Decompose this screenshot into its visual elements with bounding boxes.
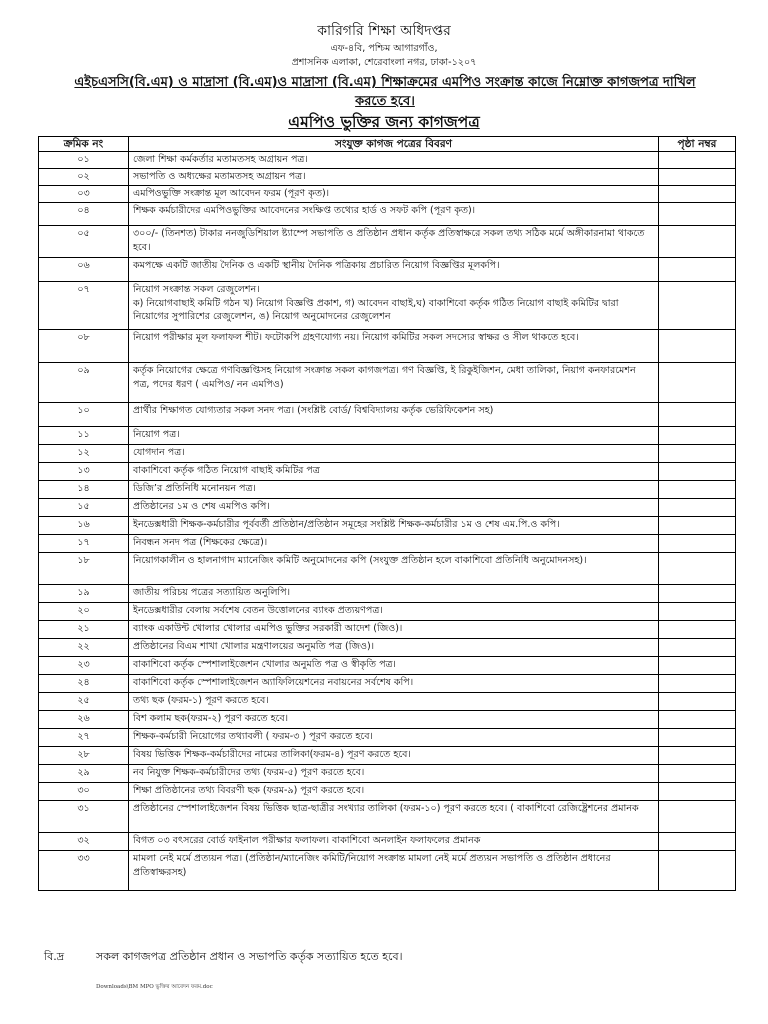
row-page-number[interactable] <box>659 363 736 403</box>
row-page-number[interactable] <box>659 535 736 553</box>
row-description: কর্তৃক নিয়োগের ক্ষেত্রে গণবিজ্ঞপ্তিসহ নিয়োগ সংক্রান্ত সকল কাগজপত্র। গণ বিজ্ঞপ্তি, ই রিকুইজিশন, মেধা তালিকা, নিয়াগ কনফারমেশন পত্র, পদের ধরণ ( এমপিও/ নন এমপিও) <box>129 363 659 403</box>
row-page-number[interactable] <box>659 481 736 499</box>
row-description: প্রার্থীর শিক্ষাগত যোগ্যতার সকল সনদ পত্র। (সংশ্লিষ্ট বোর্ড/ বিশ্ববিদ্যালয় কর্তৃক ভেরিফিকেশন সহ) <box>129 403 659 427</box>
table-row <box>39 621 736 639</box>
file-path: Downloads\BM MPO ভুক্তির আবেদন ফরম.doc <box>96 984 213 990</box>
office-name: কারিগরি শিক্ষা অধিদপ্তর <box>317 23 451 39</box>
address-line-2: প্রশাসনিক এলাকা, শেরেবাংলা নগর, ঢাকা-১২০৭ <box>291 57 477 68</box>
row-page-number[interactable] <box>659 657 736 675</box>
row-description: নিয়োগ পত্র। <box>129 427 659 445</box>
row-serial: ০৩ <box>39 186 129 203</box>
row-page-number[interactable] <box>659 203 736 226</box>
table-row <box>39 783 736 801</box>
row-page-number[interactable] <box>659 693 736 711</box>
row-serial: ২২ <box>39 639 129 657</box>
row-description: নিয়োগকালীন ও হালনাগাদ ম্যানেজিং কমিটি অনুমোদনের কপি (সংযুক্ত প্রতিষ্ঠান হলে বাকাশিবো প্রতিনিধি অনুমোদনসহ)। <box>129 553 659 585</box>
row-page-number[interactable] <box>659 639 736 657</box>
row-serial: ১০ <box>39 403 129 427</box>
row-serial: ০৪ <box>39 203 129 226</box>
table-row <box>39 729 736 747</box>
row-description: বাকাশিবো কর্তৃক গঠিত নিয়োগ বাছাই কমিটির পত্র <box>129 463 659 481</box>
row-serial: ৩১ <box>39 801 129 833</box>
row-description: বিষয় ভিত্তিক শিক্ষক-কর্মচারীদের নামের তালিকা(ফরম-৪) পূরণ করতে হবে। <box>129 747 659 765</box>
table-row <box>39 403 736 427</box>
row-description: নিয়োগ পরীক্ষার মূল ফলাফল শীট। ফটোকপি গ্রহণযোগ্য নয়। নিয়োগ কমিটির সকল সদস্যের স্বাক্ষর ও সীল থাকতে হবে। <box>129 330 659 363</box>
row-page-number[interactable] <box>659 801 736 833</box>
table-row <box>39 330 736 363</box>
table-row <box>39 282 736 330</box>
row-page-number[interactable] <box>659 330 736 363</box>
row-serial: ১১ <box>39 427 129 445</box>
row-serial: ২৯ <box>39 765 129 783</box>
address-line-1: এফ-৪বি, পশ্চিম আগারগাঁও, <box>330 43 438 54</box>
row-serial: ২৬ <box>39 711 129 729</box>
row-description: প্রতিষ্ঠানের স্পেশালাইজেশন বিষয় ভিত্তিক ছাত্র-ছাত্রীর সংখ্যার তালিকা (ফরম-১০) পূরণ করতে হবে। ( বাকাশিবো রেজিষ্ট্রেশনের প্রমানক <box>129 801 659 833</box>
row-serial: ১৭ <box>39 535 129 553</box>
row-description: প্রতিষ্ঠানের বিএম শাখা খোলার মন্ত্রণালয়ের অনুমতি পত্র (জিও)। <box>129 639 659 657</box>
row-page-number[interactable] <box>659 499 736 517</box>
row-serial: ১৯ <box>39 585 129 603</box>
row-description: বিশ কলাম ছক(ফরম-২) পূরণ করতে হবে। <box>129 711 659 729</box>
row-description: সভাপতি ও অধ্যক্ষের মতামতসহ অগ্রায়ন পত্র। <box>129 169 659 186</box>
row-page-number[interactable] <box>659 851 736 891</box>
table-row <box>39 203 736 226</box>
row-serial: ২০ <box>39 603 129 621</box>
table-row <box>39 169 736 186</box>
table-row <box>39 693 736 711</box>
table-row <box>39 427 736 445</box>
table-header-row <box>39 137 736 152</box>
row-serial: ৩৩ <box>39 851 129 891</box>
row-description: এমপিওভুক্তি সংক্রান্ত মূল আবেদন ফরম (পূরণ কৃত)। <box>129 186 659 203</box>
table-row <box>39 152 736 169</box>
table-row <box>39 463 736 481</box>
header-description: সংযুক্ত কাগজ পত্রের বিবরণ <box>129 137 659 152</box>
row-serial: ০৫ <box>39 226 129 258</box>
documents-table <box>38 136 736 891</box>
table-row <box>39 186 736 203</box>
row-page-number[interactable] <box>659 186 736 203</box>
row-page-number[interactable] <box>659 603 736 621</box>
row-serial: ১৫ <box>39 499 129 517</box>
table-body <box>39 152 736 891</box>
row-description: প্রতিষ্ঠানের ১ম ও শেষ এমপিও কপি। <box>129 499 659 517</box>
row-serial: ২১ <box>39 621 129 639</box>
header-page-number: পৃষ্ঠা নম্বর <box>659 137 736 152</box>
row-page-number[interactable] <box>659 711 736 729</box>
row-description: ব্যাংক একাউন্ট খোলার খোলার এমপিও ভুক্তির সরকারী আদেশ (জিও)। <box>129 621 659 639</box>
footnote-text: সকল কাগজপত্র প্রতিষ্ঠান প্রধান ও সভাপতি কর্তৃক সত্যায়িত হতে হবে। <box>96 950 403 963</box>
row-serial: ৩০ <box>39 783 129 801</box>
table-row <box>39 711 736 729</box>
table-row <box>39 481 736 499</box>
document-subtitle: এমপিও ভুক্তির জন্য কাগজপত্র <box>288 113 480 131</box>
row-serial: ১৬ <box>39 517 129 535</box>
row-serial: ০৯ <box>39 363 129 403</box>
table-row <box>39 499 736 517</box>
row-serial: ১৩ <box>39 463 129 481</box>
row-description: জেলা শিক্ষা কর্মকর্তার মতামতসহ অগ্রায়ন পত্র। <box>129 152 659 169</box>
table-row <box>39 765 736 783</box>
table-row <box>39 801 736 833</box>
document-heading: এইচএসসি(বি.এম) ও মাদ্রাসা (বি.এম)ও মাদ্রাসা (বি.এম) শিক্ষাক্রমের এমপিও সংক্রান্ত কাজে নিম্নোক্ত কাগজপত্র দাখিল করতে হবে। <box>74 75 696 109</box>
row-page-number[interactable] <box>659 747 736 765</box>
table-row <box>39 833 736 851</box>
row-description: তথ্য ছক (ফরম-১) পূরণ করতে হবে। <box>129 693 659 711</box>
row-page-number[interactable] <box>659 675 736 693</box>
row-page-number[interactable] <box>659 729 736 747</box>
row-page-number[interactable] <box>659 427 736 445</box>
table-row <box>39 657 736 675</box>
row-description: ইনডেক্সধারীর বেলায় সর্বশেষ বেতন উত্তোলনের ব্যাংক প্রত্যয়ণপত্র। <box>129 603 659 621</box>
row-page-number[interactable] <box>659 226 736 258</box>
row-page-number[interactable] <box>659 403 736 427</box>
row-description: শিক্ষক কর্মচারীদের এমপিওভুক্তির আবেদনের সংক্ষিপ্ত তথ্যের হার্ড ও সফট কপি (পূরণ কৃত)। <box>129 203 659 226</box>
row-serial: ২৩ <box>39 657 129 675</box>
table-row <box>39 851 736 891</box>
table-row <box>39 553 736 585</box>
table-row <box>39 363 736 403</box>
row-serial: ০৮ <box>39 330 129 363</box>
row-page-number[interactable] <box>659 765 736 783</box>
row-description: যোগদান পত্র। <box>129 445 659 463</box>
table-row <box>39 258 736 282</box>
row-description: মামলা নেই মর্মে প্রত্যয়ন পত্র। (প্রতিষ্ঠান/ম্যানেজিং কমিটি/নিয়োগ সংক্রান্ত মামলা নেই মর্মে প্রত্যয়ন সভাপতি ও প্রতিষ্ঠান প্রধানের প্রতিস্বাক্ষরসহ) <box>129 851 659 891</box>
row-page-number[interactable] <box>659 517 736 535</box>
row-page-number[interactable] <box>659 585 736 603</box>
row-description: নব নিযুক্ত শিক্ষক-কর্মচারীদের তথ্য (ফরম-৫) পূরণ করতে হবে। <box>129 765 659 783</box>
row-page-number[interactable] <box>659 445 736 463</box>
row-serial: ০১ <box>39 152 129 169</box>
row-description: জাতীয় পরিচয় পত্রের সত্যায়িত অনুলিপি। <box>129 585 659 603</box>
row-serial: ০৭ <box>39 282 129 330</box>
table-row <box>39 603 736 621</box>
row-page-number[interactable] <box>659 621 736 639</box>
row-description: ডিজি’র প্রতিনিধি মনোনয়ন পত্র। <box>129 481 659 499</box>
row-page-number[interactable] <box>659 463 736 481</box>
table-row <box>39 445 736 463</box>
row-serial: ২৫ <box>39 693 129 711</box>
row-page-number[interactable] <box>659 152 736 169</box>
row-description: শিক্ষা প্রতিষ্ঠানের তথ্য বিবরণী ছক (ফরম-৯) পূরণ করতে হবে। <box>129 783 659 801</box>
row-description: কমপক্ষে একটি জাতীয় দৈনিক ও একটি স্থানীয় দৈনিক পত্রিকায় প্রচারিত নিয়োগ বিজ্ঞপ্তির মূলকপি। <box>129 258 659 282</box>
table-row <box>39 535 736 553</box>
row-serial: ০৬ <box>39 258 129 282</box>
footnote <box>44 949 724 965</box>
row-page-number[interactable] <box>659 169 736 186</box>
row-page-number[interactable] <box>659 282 736 330</box>
row-page-number[interactable] <box>659 833 736 851</box>
row-serial: ২৭ <box>39 729 129 747</box>
row-description: নিবন্ধন সনদ পত্র (শিক্ষকের ক্ষেত্রে)। <box>129 535 659 553</box>
table-row <box>39 675 736 693</box>
row-serial: ২৮ <box>39 747 129 765</box>
table-row <box>39 517 736 535</box>
row-description: বাকাশিবো কর্তৃক স্পেশালাইজেশন খোলার অনুমতি পত্র ও স্বীকৃতি পত্র। <box>129 657 659 675</box>
table-row <box>39 747 736 765</box>
row-page-number[interactable] <box>659 258 736 282</box>
row-serial: ১২ <box>39 445 129 463</box>
row-description: বিগত ০৩ বৎসরের বোর্ড ফাইনাল পরীক্ষার ফলাফল। বাকাশিবো অনলাইন ফলাফলের প্রমানক <box>129 833 659 851</box>
header-serial: ক্রমিক নং <box>39 137 129 152</box>
row-serial: ২৪ <box>39 675 129 693</box>
row-description: নিয়োগ সংক্রান্ত সকল রেজুলেশন। ক) নিয়োগবাছাই কমিটি গঠন খ) নিয়োগ বিজ্ঞপ্তি প্রকাশ, গ) আবেদন বাছাই,ঘ) বাকাশিবো কর্তৃক গঠিত নিয়োগ বাছাই কমিটির দ্বারা নিয়োগের সুপারিশের রেজুলেশন, ঙ) নিয়োগ অনুমোদনের রেজুলেশন <box>129 282 659 330</box>
row-serial: ১৮ <box>39 553 129 585</box>
row-serial: ৩২ <box>39 833 129 851</box>
row-page-number[interactable] <box>659 783 736 801</box>
row-serial: ০২ <box>39 169 129 186</box>
row-description: শিক্ষক-কর্মচারী নিয়োগের তথ্যাবলী ( ফরম-৩ ) পূরণ করতে হবে। <box>129 729 659 747</box>
footnote-label: বি.দ্র <box>44 950 65 963</box>
table-row <box>39 639 736 657</box>
row-description: ৩০০/- (তিনশত) টাকার ননজুডিশিয়াল ষ্ট্যাম্পে সভাপতি ও প্রতিষ্ঠান প্রধান কর্তৃক প্রতিস্বাক্ষরে সকল তথ্য সঠিক মর্মে অঙ্গীকারনামা থাকতে হবে। <box>129 226 659 258</box>
row-serial: ১৪ <box>39 481 129 499</box>
row-description: বাকাশিবো কর্তৃক স্পেশালাইজেশন অ্যাফিলিয়েশনের নবায়নের সর্বশেষ কপি। <box>129 675 659 693</box>
table-row <box>39 585 736 603</box>
table-row <box>39 226 736 258</box>
row-page-number[interactable] <box>659 553 736 585</box>
row-description: ইনডেক্সধারী শিক্ষক-কর্মচারীর পূর্ববর্তী প্রতিষ্ঠান/প্রতিষ্ঠান সমূহের সংশ্লিষ্ট শিক্ষক-কর্মচারীর ১ম ও শেষ এম.পি.ও কপি। <box>129 517 659 535</box>
